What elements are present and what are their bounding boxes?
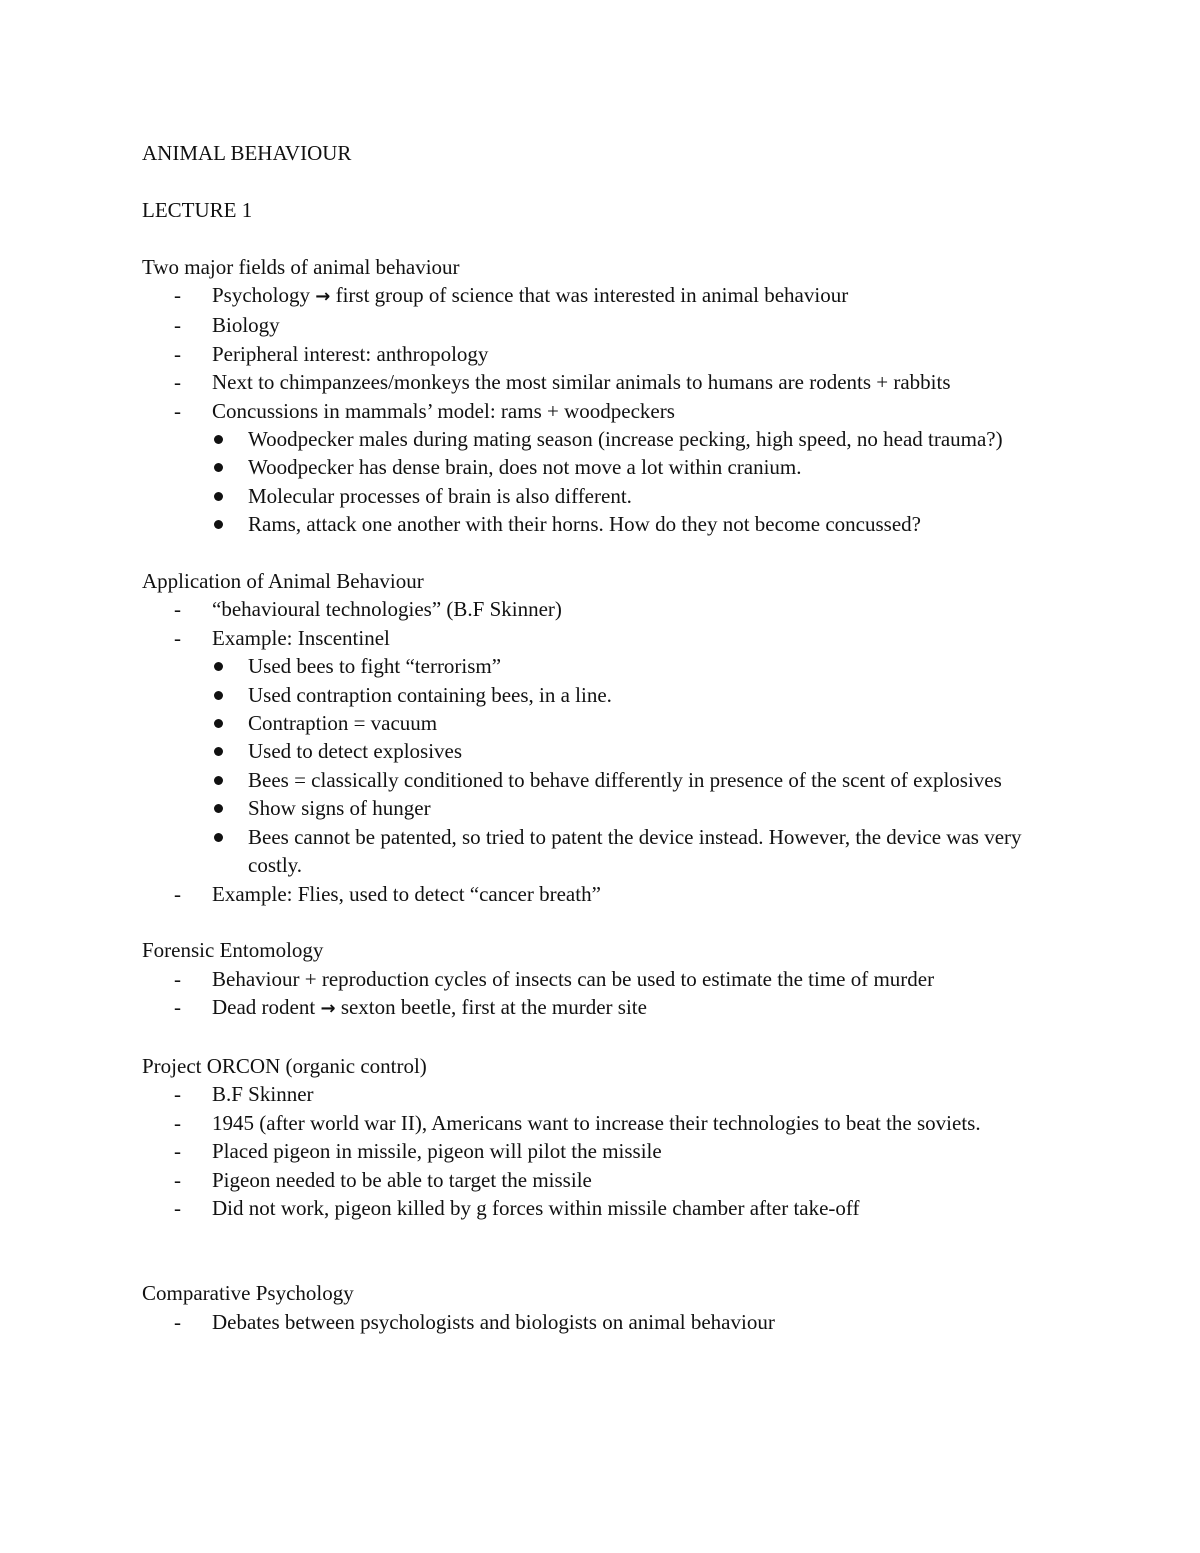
bullet-icon — [214, 492, 223, 501]
dash-marker: - — [174, 370, 181, 395]
list-item — [142, 1166, 1042, 1194]
item-text: Debates between psychologists and biologists on animal behaviour — [212, 1309, 775, 1334]
dash-marker: - — [174, 1139, 181, 1164]
notes-body — [142, 253, 1042, 1336]
item-text: Example: Inscentinel — [212, 625, 390, 650]
item-text: Placed pigeon in missile, pigeon will pilot the missile — [212, 1139, 662, 1164]
dash-marker: - — [174, 881, 181, 906]
section-list — [142, 1308, 1042, 1336]
list-item — [142, 624, 1042, 652]
list-item — [142, 1080, 1042, 1108]
sub-item-text: Rams, attack one another with their horns. How do they not become concussed? — [248, 512, 921, 537]
bullet-icon — [214, 747, 223, 756]
section-list — [142, 595, 1042, 907]
sub-list-item — [142, 425, 1042, 453]
dash-marker: - — [174, 995, 181, 1020]
section-heading: Application of Animal Behaviour — [142, 569, 424, 594]
sub-item-text: Used contraption containing bees, in a line. — [248, 682, 612, 707]
bullet-icon — [214, 833, 223, 842]
dash-marker: - — [174, 1309, 181, 1334]
dash-marker: - — [174, 966, 181, 991]
list-item — [142, 368, 1042, 396]
item-text-pre: Dead rodent — [212, 995, 321, 1020]
bullet-icon — [214, 804, 223, 813]
sub-list-item — [142, 652, 1042, 680]
list-item — [142, 281, 1042, 311]
dash-marker: - — [174, 597, 181, 622]
sub-item-text: Woodpecker males during mating season (increase pecking, high speed, no head trauma?) — [248, 427, 1003, 452]
sub-item-text: Bees cannot be patented, so tried to patent the device instead. However, the device was very costly. — [248, 824, 1022, 878]
item-text: Peripheral interest: anthropology — [212, 341, 489, 366]
item-text-post: sexton beetle, first at the murder site — [335, 995, 647, 1020]
bullet-icon — [214, 691, 223, 700]
right-arrow-icon: → — [315, 286, 331, 307]
list-item — [142, 397, 1042, 425]
dash-marker: - — [174, 341, 181, 366]
sub-item-text: Used to detect explosives — [248, 739, 463, 764]
sub-item-text: Molecular processes of brain is also different. — [248, 483, 632, 508]
sub-list-item — [142, 709, 1042, 737]
item-text: B.F Skinner — [212, 1082, 314, 1107]
dash-marker: - — [174, 398, 181, 423]
sub-item-text: Show signs of hunger — [248, 796, 431, 821]
item-text: Behaviour + reproduction cycles of insects can be used to estimate the time of murder — [212, 966, 935, 991]
section-heading: Forensic Entomology — [142, 938, 324, 963]
list-item — [142, 1109, 1042, 1137]
section-heading: Comparative Psychology — [142, 1281, 354, 1306]
dash-marker: - — [174, 625, 181, 650]
list-item — [142, 993, 1042, 1023]
right-arrow-icon: → — [320, 998, 336, 1020]
item-text: Pigeon needed to be able to target the missile — [212, 1167, 592, 1192]
item-text: Did not work, pigeon killed by g forces within missile chamber after take-off — [212, 1195, 860, 1220]
bullet-icon — [214, 776, 223, 785]
bullet-icon — [214, 463, 223, 472]
list-item — [142, 1194, 1042, 1222]
section-list — [142, 1080, 1042, 1222]
item-text: 1945 (after world war II), Americans want to increase their technologies to beat the soviets. — [212, 1110, 981, 1135]
bullet-icon — [214, 435, 223, 444]
item-text-pre: Psychology — [212, 283, 316, 307]
sub-item-text: Bees = classically conditioned to behave differently in presence of the scent of explosives — [248, 767, 1002, 792]
list-item — [142, 880, 1042, 908]
dash-marker: - — [174, 1167, 181, 1192]
sub-list-item — [142, 510, 1042, 538]
section-list — [142, 965, 1042, 1024]
bullet-icon — [214, 520, 223, 529]
item-text-post: first group of science that was interested in animal behaviour — [330, 283, 849, 307]
sub-list-item — [142, 681, 1042, 709]
bullet-icon — [214, 719, 223, 728]
sub-list-item — [142, 766, 1042, 794]
sub-list-item — [142, 453, 1042, 481]
item-text: Biology — [212, 313, 280, 338]
bullet-icon — [214, 662, 223, 671]
sub-list-item — [142, 482, 1042, 510]
dash-marker: - — [174, 1195, 181, 1220]
sub-list-item — [142, 823, 1042, 880]
list-item — [142, 1137, 1042, 1165]
dash-marker: - — [174, 283, 181, 307]
list-item — [142, 965, 1042, 993]
sub-item-text: Contraption = vacuum — [248, 711, 438, 736]
sub-item-text: Used bees to fight “terrorism” — [248, 654, 502, 679]
dash-marker: - — [174, 1082, 181, 1107]
list-item — [142, 340, 1042, 368]
sub-list-item — [142, 737, 1042, 765]
item-text: Example: Flies, used to detect “cancer breath” — [212, 881, 601, 906]
section-list — [142, 281, 1042, 539]
item-text: Next to chimpanzees/monkeys the most similar animals to humans are rodents + rabbits — [212, 370, 951, 395]
document-title: ANIMAL BEHAVIOUR — [142, 141, 352, 165]
list-item — [142, 595, 1042, 623]
list-item — [142, 311, 1042, 339]
dash-marker: - — [174, 1110, 181, 1135]
dash-marker: - — [174, 313, 181, 338]
section-heading: Project ORCON (organic control) — [142, 1053, 427, 1078]
lecture-heading: LECTURE 1 — [142, 197, 253, 222]
document-page — [142, 139, 1042, 1336]
list-item — [142, 1308, 1042, 1336]
sub-item-text: Woodpecker has dense brain, does not move a lot within cranium. — [248, 455, 802, 480]
section-heading: Two major fields of animal behaviour — [142, 254, 460, 279]
item-text: “behavioural technologies” (B.F Skinner) — [212, 597, 562, 622]
sub-list-item — [142, 794, 1042, 822]
item-text: Concussions in mammals’ model: rams + woodpeckers — [212, 398, 675, 423]
